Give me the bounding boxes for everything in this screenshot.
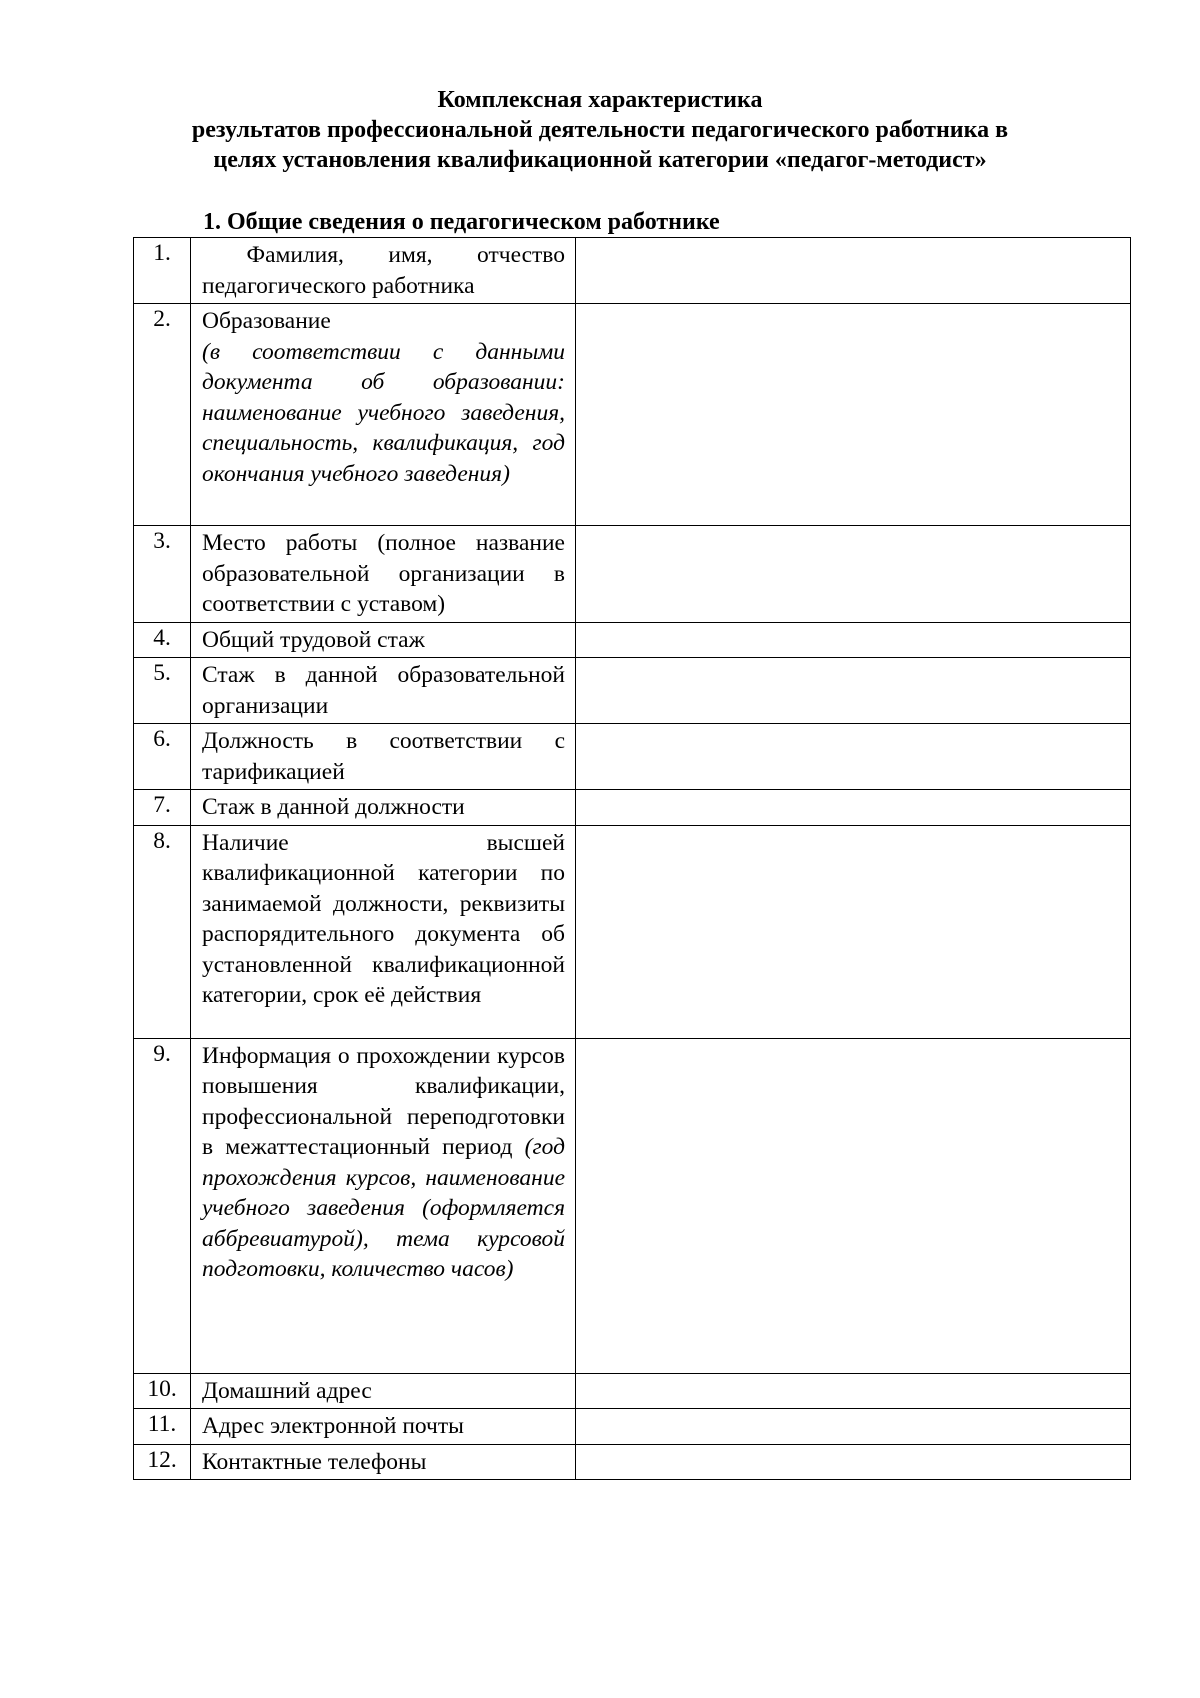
row-number: 9. [134, 1038, 191, 1373]
row-label: Фамилия, имя, отчество педагогического работника [191, 238, 576, 304]
row-label-note: (в соответствии с данными документа об образовании: наименование учебного заведения, специальность, квалификация, год окончания учебного заведения) [202, 338, 565, 487]
row-label: Должность в соответствии с тарификацией [191, 724, 576, 790]
row-value [576, 622, 1131, 658]
row-label: Контактные телефоны [191, 1444, 576, 1480]
row-number: 7. [134, 790, 191, 826]
title-line-2: результатов профессиональной деятельности педагогического работника в [191, 117, 1009, 143]
row-value [576, 790, 1131, 826]
title-line-1: Комплексная характеристика [437, 87, 763, 113]
table-row [134, 526, 1131, 623]
table-row [134, 724, 1131, 790]
row-value [576, 1409, 1131, 1445]
row-value [576, 724, 1131, 790]
row-label-text: Образование [202, 308, 331, 334]
row-label: Общий трудовой стаж [191, 622, 576, 658]
info-table [133, 237, 1131, 1480]
table-row [134, 658, 1131, 724]
row-label: Домашний адрес [191, 1373, 576, 1409]
row-value [576, 658, 1131, 724]
row-value [576, 1373, 1131, 1409]
row-number: 5. [134, 658, 191, 724]
row-label: Наличие высшей квалификационной категории по занимаемой должности, реквизиты распорядительного документа об установленной квалификационной категории, срок её действия [191, 825, 576, 1038]
table-row [134, 1409, 1131, 1445]
row-number: 6. [134, 724, 191, 790]
row-value [576, 238, 1131, 304]
row-label: Стаж в данной должности [191, 790, 576, 826]
row-label-note: (год прохождения курсов, наименование учебного заведения (оформляется аббревиатурой), тема курсовой подготовки, количество часов) [202, 1134, 565, 1282]
row-value [576, 526, 1131, 623]
row-label [191, 1038, 576, 1373]
table-row [134, 238, 1131, 304]
row-number: 11. [134, 1409, 191, 1445]
table-row [134, 1373, 1131, 1409]
row-number: 12. [134, 1444, 191, 1480]
row-number: 2. [134, 304, 191, 526]
row-number: 8. [134, 825, 191, 1038]
table-row [134, 1038, 1131, 1373]
table-row [134, 622, 1131, 658]
row-value [576, 1444, 1131, 1480]
table-row [134, 1444, 1131, 1480]
row-label: Стаж в данной образовательной организации [191, 658, 576, 724]
row-value [576, 1038, 1131, 1373]
row-label [191, 304, 576, 526]
row-label: Адрес электронной почты [191, 1409, 576, 1445]
row-number: 4. [134, 622, 191, 658]
row-label-text: Информация о прохождении курсов повышения квалификации, профессиональной переподготовки в межаттестационный период [202, 1042, 565, 1160]
row-number: 3. [134, 526, 191, 623]
table-row [134, 825, 1131, 1038]
row-label: Место работы (полное название образовательной организации в соответствии с уставом) [191, 526, 576, 623]
title-line-3: целях установления квалификационной категории «педагог-методист» [213, 147, 987, 173]
row-value [576, 825, 1131, 1038]
table-row [134, 790, 1131, 826]
row-number: 1. [134, 238, 191, 304]
table-row [134, 304, 1131, 526]
document-title [0, 85, 1200, 175]
row-value [576, 304, 1131, 526]
row-number: 10. [134, 1373, 191, 1409]
section-heading: 1. Общие сведения о педагогическом работнике [203, 209, 720, 235]
